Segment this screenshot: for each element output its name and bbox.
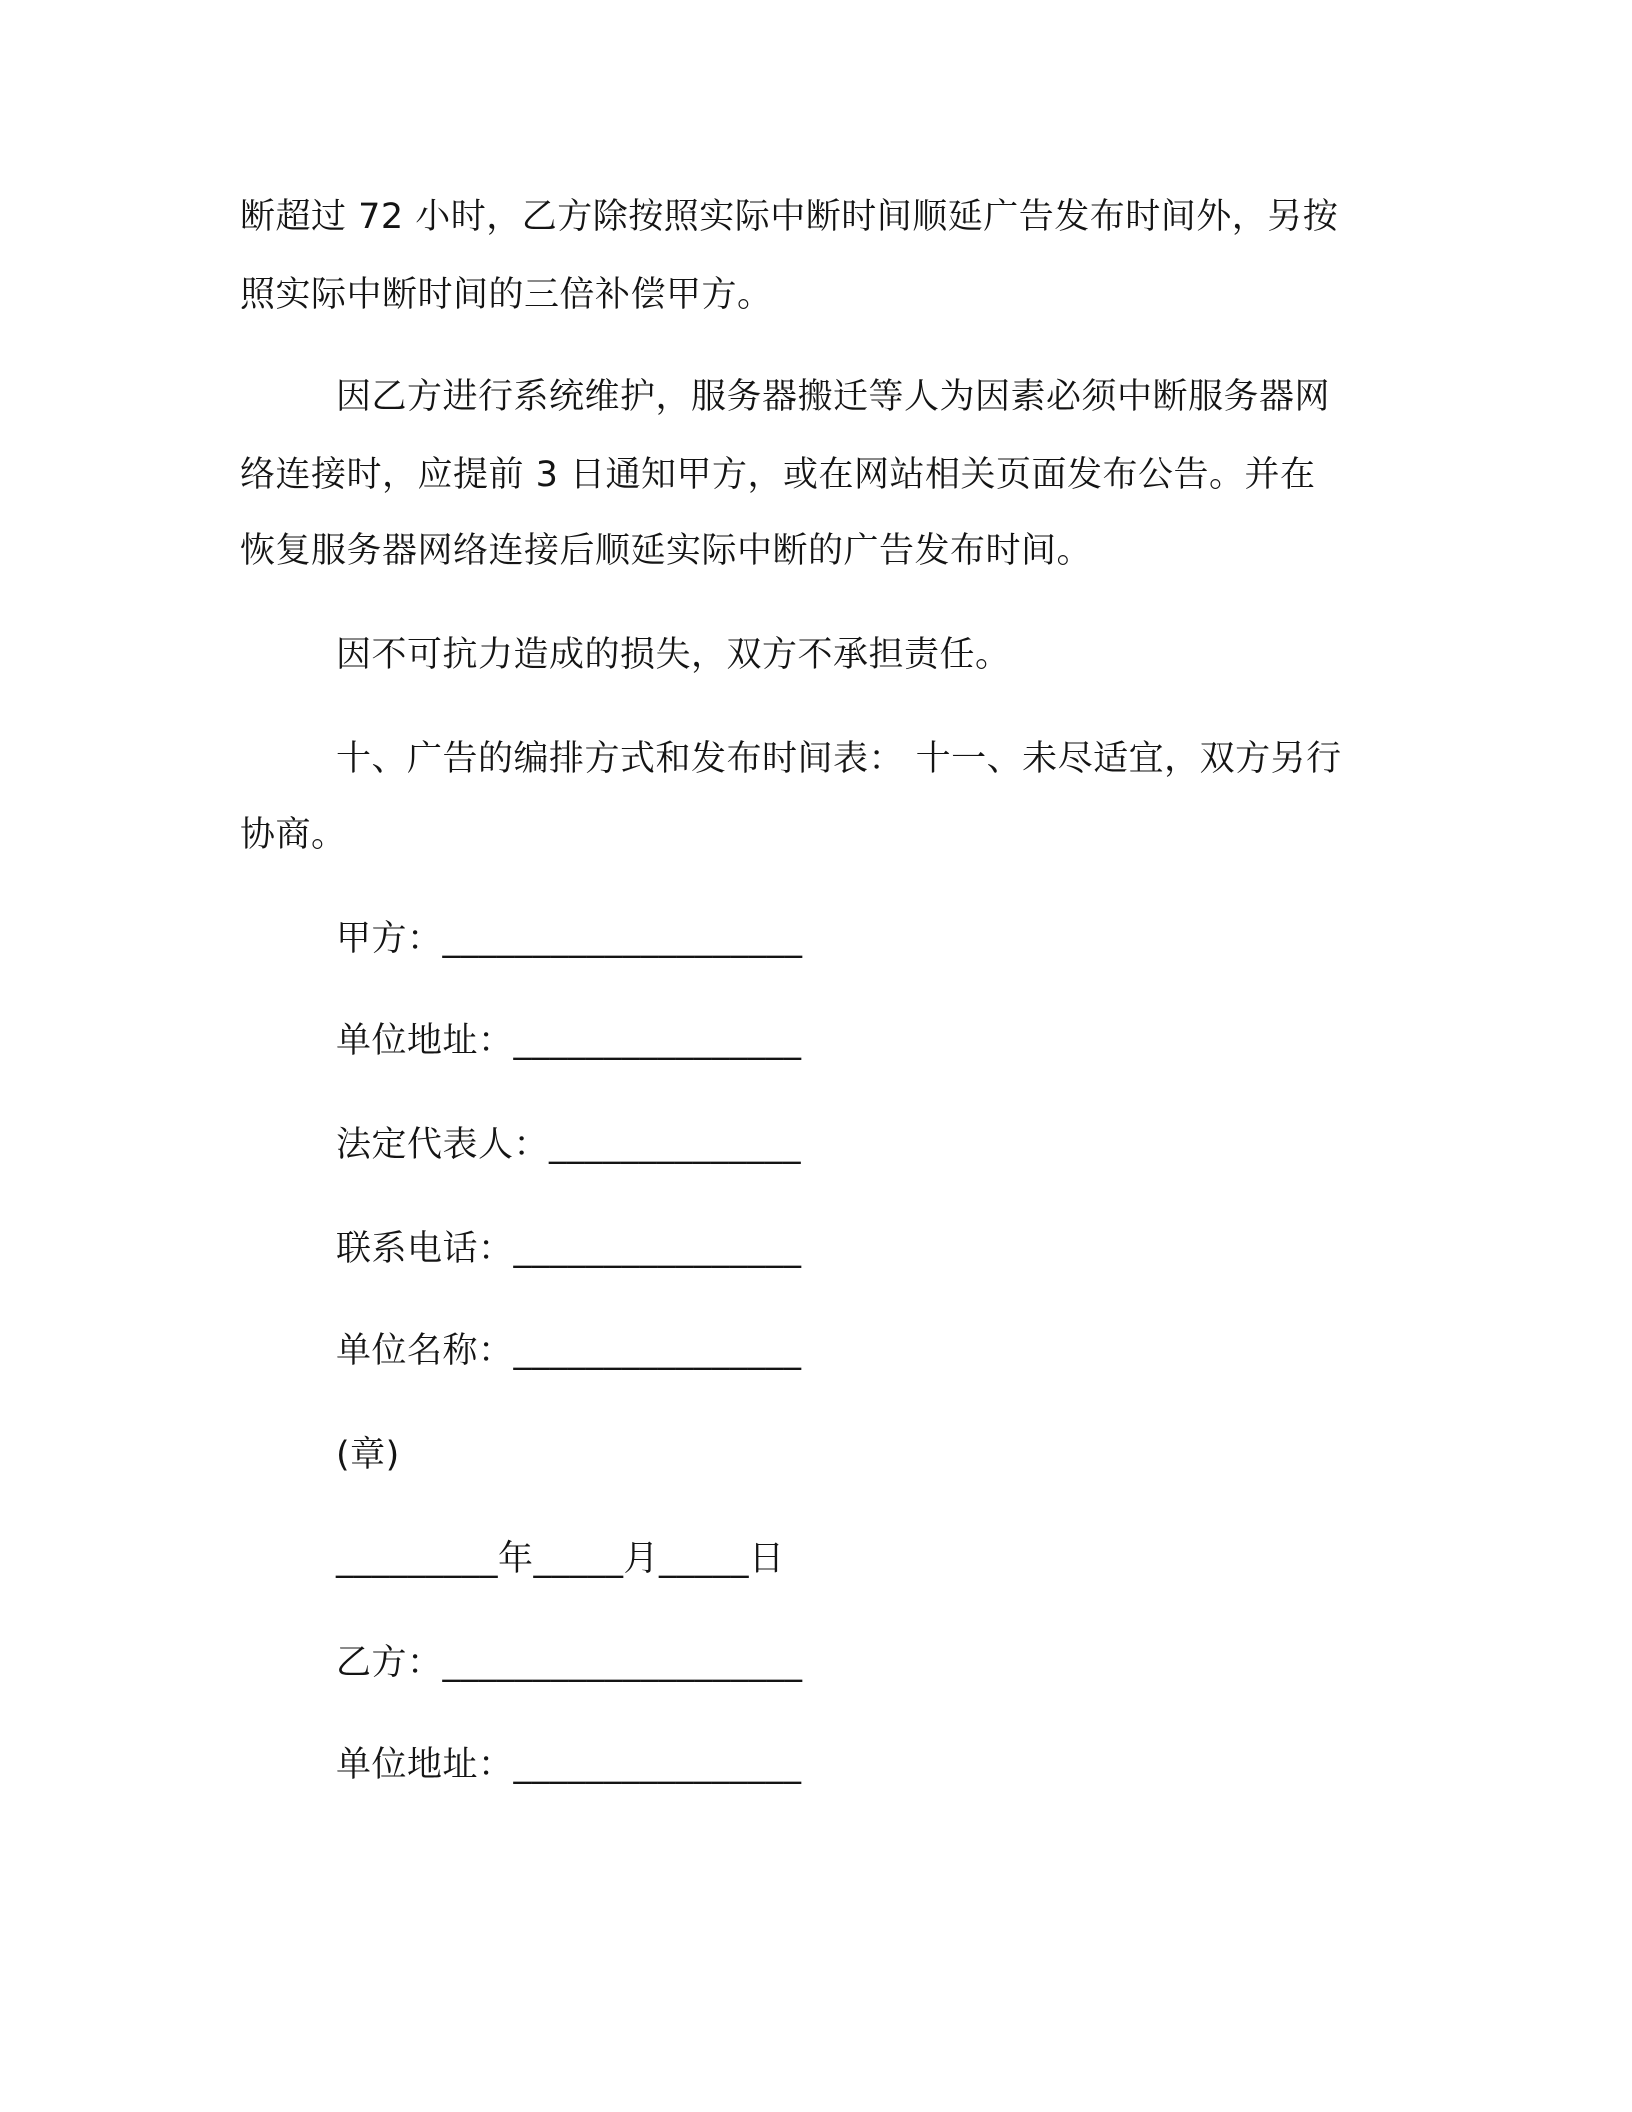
- party-a-date-field: _________年_____月_____日: [336, 1539, 785, 1579]
- paragraph-4-line-1: 十、广告的编排方式和发布时间表： 十一、未尽适宜，双方另行: [336, 739, 1342, 779]
- paragraph-4-line-2: 协商。: [240, 815, 347, 855]
- paragraph-2-line-2: 络连接时，应提前 3 日通知甲方，或在网站相关页面发布公告。并在: [240, 455, 1316, 495]
- party-a-address-field: 单位地址：________________: [336, 1021, 802, 1061]
- party-a-name-field: 甲方：____________________: [336, 919, 803, 959]
- party-a-unit-name-field: 单位名称：________________: [336, 1331, 802, 1371]
- party-a-phone-field: 联系电话：________________: [336, 1229, 802, 1269]
- paragraph-1-line-1: 断超过 72 小时，乙方除按照实际中断时间顺延广告发布时间外，另按: [240, 197, 1339, 237]
- party-a-seal: (章): [336, 1435, 400, 1475]
- party-a-legal-rep-field: 法定代表人：______________: [336, 1125, 802, 1165]
- paragraph-2-line-3: 恢复服务器网络连接后顺延实际中断的广告发布时间。: [240, 531, 1093, 571]
- party-b-name-field: 乙方：____________________: [336, 1643, 803, 1683]
- paragraph-2-line-1: 因乙方进行系统维护，服务器搬迁等人为因素必须中断服务器网: [336, 377, 1331, 417]
- paragraph-1-line-2: 照实际中断时间的三倍补偿甲方。: [240, 275, 773, 315]
- party-b-address-field: 单位地址：________________: [336, 1745, 802, 1785]
- paragraph-3: 因不可抗力造成的损失，双方不承担责任。: [336, 635, 1011, 675]
